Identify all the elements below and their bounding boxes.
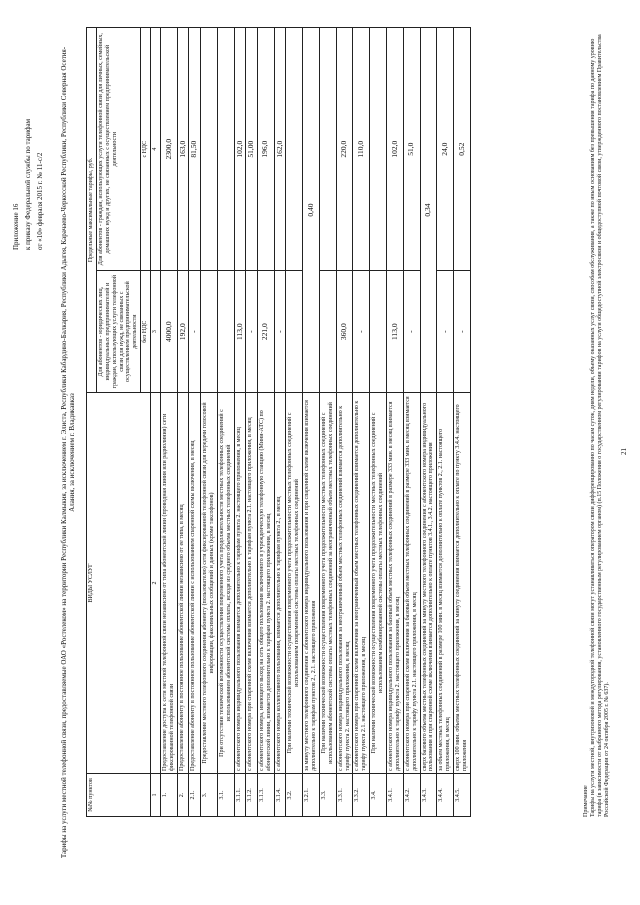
row-number: 3.1. (217, 774, 234, 817)
row-number: 3. (201, 774, 218, 817)
footnote (583, 27, 611, 817)
row-number: 3.2.1. (303, 774, 320, 817)
row-value-legal: - (189, 271, 201, 393)
row-value-legal: 221,0 (257, 271, 274, 393)
footnote-text: Тарифы на услуги местной, внутризоновой и междугородной телефонной связи могут устанавливаться оператором связи дифференцированно по часам суток, дням недели, объему оказанных услуг связи, способам обслуживания, а также по иным основаниям без превышения тарифа по данному уровню тарифа (в зависимости от выбранного метода регулирования, установленного государственным регулированием органом) (п.15 Положения о государственном регулировании тарифов на услуги общедоступной электросвязи и общедоступной почтовой связи, утвержденного постановлением Правительства Российской Федерации от 24 октября 2005 г. № 637). (589, 34, 610, 817)
row-description: с абонентского номера при спаренной схеме включения за неограниченный объем местных телефонных соединений взимается дополнительно к тарифу пункта 2.1. настоящего приложения, в месяц (353, 393, 370, 774)
row-number: 3.1.2. (246, 774, 258, 817)
row-value-legal (370, 271, 387, 393)
row-description: Предоставление абоненту в постоянное пользование абонентской линии независимо от ее типа, в месяц (177, 393, 189, 774)
table-row (353, 28, 370, 817)
row-value-citizen: 81,50 (189, 28, 201, 271)
row-value-citizen: 110,0 (353, 28, 370, 271)
row-number: 3.4.1. (386, 774, 403, 817)
row-description: с абонентского номера коллективного пользования, взимается дополнительно к тарифам пункта 2., в месяц (274, 393, 286, 774)
row-description: с абонентского номера индивидуального пользования взимается дополнительно к тарифам пункта 2. настоящего приложения, в месяц (234, 393, 246, 774)
row-description: с абонентского номера индивидуального пользования за неограниченный объем местных телефонных соединений взимается дополнительно к тарифу пункта 2. настоящего приложения, в месяц (336, 393, 353, 774)
row-number: 3.3.1. (336, 774, 353, 817)
row-value-shared: 0,40 (303, 28, 320, 393)
col-tariffs-header: Предельные максимальные тарифы, руб. (87, 28, 97, 393)
annex-number: Приложение 16 (12, 203, 20, 250)
row-value-legal: - (246, 271, 258, 393)
row-description: за объем местных телефонных соединений в размере 100 мин. в месяц взимается дополнительно к оплате пунктов 2., 2.1. настоящего приложения, в месяц (437, 393, 454, 774)
row-value-citizen: 51,00 (246, 28, 258, 271)
row-number: 3.4. (370, 774, 387, 817)
row-number: 3.4.3. (420, 774, 437, 817)
col-citizens-header: Для абонентов - граждан, использующих услуги телефонной связи для личных, семейных, домашних нужд и других, не связанных с осуществлением предпринимательской деятельности (96, 28, 140, 271)
table-row (201, 28, 218, 817)
row-value-citizen (370, 28, 387, 271)
col-with-vat-header: с НДС (141, 28, 151, 271)
table-row (454, 28, 471, 817)
table-row (303, 28, 320, 817)
header-row-1 (87, 28, 97, 817)
row-value-citizen: 163,0 (177, 28, 189, 271)
row-description: сверх 100 мин. объема местных телефонных соединений за минуту соединения взимается дополнительно к оплате по пункту 3.4.4. настоящего приложения (454, 393, 471, 774)
row-number: 3.1.3. (257, 774, 274, 817)
tariff-table (86, 27, 471, 817)
row-description: Предоставление местного телефонного соединения абоненту (пользователю) сети фиксированной телефонной связи для передачи голосовой информации, факсимильных сообщений и данных (кроме таксофонов) (201, 393, 218, 774)
annex-header (12, 20, 48, 250)
row-value-legal: 360,0 (336, 271, 353, 393)
table-row (403, 28, 420, 817)
col-services-header: ВИДЫ УСЛУГ (87, 393, 151, 774)
document-title: Тарифы на услуги местной телефонной связи, предоставляемые ОАО «Ростелеком» на территории Республики Калмыкия, за исключением г. Элиста, Республики Кабардино-Балкария, Республики Адыгея, Карачаево-Черкесской Республики, Республики Северная Осетия-Алания, за исключением г. Владикавказ (60, 46, 77, 859)
row-value-legal: - (274, 271, 286, 393)
row-value-legal: - (353, 271, 370, 393)
table-row (336, 28, 353, 817)
column-number: 4 (151, 28, 161, 271)
col-legal-header: Для абонентов - юридических лиц, индивидуальных предпринимателей и граждан, использующих услуги телефонной связи для нужд, не связанных с осуществлением предпринимательской деятельности (96, 271, 140, 393)
row-value-citizen: 102,0 (234, 28, 246, 271)
row-value-citizen: 162,0 (274, 28, 286, 271)
table-row (420, 28, 437, 817)
row-description: При наличии технической возможности осуществления повременного учета продолжительности местных телефонных соединений с использованием комбинированной системы оплаты местных телефонных соединений (370, 393, 387, 774)
row-value-citizen: 2300,0 (161, 28, 178, 271)
row-value-legal: 113,0 (386, 271, 403, 393)
row-value-legal: 113,0 (234, 271, 246, 393)
row-value-legal (319, 271, 336, 393)
table-row (217, 28, 234, 817)
row-description: При отсутствии технической возможности осуществления повременного учета продолжительности местных телефонных соединений с использованием абонентской системы оплаты, исходя из среднего объема местных телефонных соединений (217, 393, 234, 774)
row-value-legal (286, 271, 303, 393)
column-number: 1 (151, 774, 161, 817)
row-value-citizen: 51,0 (403, 28, 420, 271)
row-number: 1. (161, 774, 178, 817)
row-value-citizen: 220,0 (336, 28, 353, 271)
footnote-heading: Примечание (583, 785, 589, 817)
annex-date: от «10» февраля 2015 г. № 11-с/2 (36, 152, 45, 250)
row-value-shared: 0,34 (420, 28, 437, 393)
row-value-citizen: 102,0 (386, 28, 403, 271)
row-value-legal: - (403, 271, 420, 393)
row-value-citizen (286, 28, 303, 271)
table-row (319, 28, 336, 817)
row-value-legal (217, 271, 234, 393)
column-number: 3 (151, 271, 161, 393)
row-value-legal: - (454, 271, 471, 393)
table-row (257, 28, 274, 817)
row-number: 3.4.2. (403, 774, 420, 817)
row-description: Предоставление абоненту в постоянное пользование абонентской линии с использованием спаренной схемы включения, в месяц (189, 393, 201, 774)
row-number: 2. (177, 774, 189, 817)
table-row (386, 28, 403, 817)
table-row (286, 28, 303, 817)
row-value-citizen: 24,0 (437, 28, 454, 271)
table-row (189, 28, 201, 817)
row-description: При наличии технической возможности осуществления повременного учета продолжительности местных телефонных соединений с использованием повременной системы оплаты местных телефонных соединений (286, 393, 303, 774)
row-number: 3.4.4. (437, 774, 454, 817)
row-description: за минуту местного телефонного соединения с абонентского номера индивидуального пользования и при спаренной схеме включения взимается дополнительно к тарифам пунктов 2., 2.1. настоящего приложения (303, 393, 320, 774)
table-body (161, 28, 471, 817)
row-number: 3.3.2. (353, 774, 370, 817)
col-no-vat-header: без НДС (141, 271, 151, 393)
row-value-citizen (217, 28, 234, 271)
row-description: с абонентского номера, имеющего выход на сеть общего пользования включенного в учрежденческую телефонную станцию (Мини-АТС) по абонентской линии, взимается дополнительно к тарифам пункта 2. настоящего приложения, в месяц (257, 393, 274, 774)
row-value-citizen (319, 28, 336, 271)
row-description: с абонентского номера индивидуального пользования за базовый объем местных телефонных соединений в размере 333 мин. в месяц взимается дополнительно к тарифу пункта 2. настоящего приложения, в месяц (386, 393, 403, 774)
row-number: 3.1.4. (274, 774, 286, 817)
table-row (370, 28, 387, 817)
row-number: 3.2. (286, 774, 303, 817)
row-description: с абонентского номера при спаренной схеме включения взимается дополнительно к тарифам пункта 2.1. настоящего приложения, в месяц (246, 393, 258, 774)
annex-order: к приказу Федеральной службы по тарифам (24, 118, 33, 250)
column-number: 2 (151, 393, 161, 774)
table-row (437, 28, 454, 817)
column-numbers-row (151, 28, 161, 817)
row-number: 3.3. (319, 774, 336, 817)
row-description: Предоставление доступа к сети местной телефонной связи независимо от типа абонентской линии (проводная линия или радиолиния) сети фиксированной телефонной связи (161, 393, 178, 774)
row-number: 3.1.1. (234, 774, 246, 817)
page-number: 21 (620, 448, 628, 455)
table-row (274, 28, 286, 817)
row-value-citizen: 196,0 (257, 28, 274, 271)
row-description: сверх базового объема местных телефонных соединений за минуту местного телефонного соединения с абонентского номера индивидуального пользования и при спаренной схеме включения взимается дополнительно к оплате пунктов 3.4.1., 3.4.2. настоящего приложения (420, 393, 437, 774)
table-row (234, 28, 246, 817)
row-number: 3.4.5. (454, 774, 471, 817)
row-value-citizen: 0,52 (454, 28, 471, 271)
row-description: с абонентского номера при спаренной схеме включения за базовый объем местных телефонных соединений в размере 333 мин. в месяц взимается дополнительно к тарифу пункта 2.1. настоящего приложения, в месяц (403, 393, 420, 774)
table-row (246, 28, 258, 817)
row-number: 2.1. (189, 774, 201, 817)
table-row (161, 28, 178, 817)
row-value-legal: - (437, 271, 454, 393)
row-value-citizen (201, 28, 218, 271)
row-value-legal: 4000,0 (161, 271, 178, 393)
row-value-legal (201, 271, 218, 393)
table-row (177, 28, 189, 817)
col-number-header: №№ пунктов (87, 774, 151, 817)
row-description: При наличии технической возможности осуществления повременного учета продолжительности местных телефонных соединений с использованием абонентской системы оплаты местных телефонных соединений за неограниченный объем местных телефонных соединений (319, 393, 336, 774)
row-value-legal: 192,0 (177, 271, 189, 393)
